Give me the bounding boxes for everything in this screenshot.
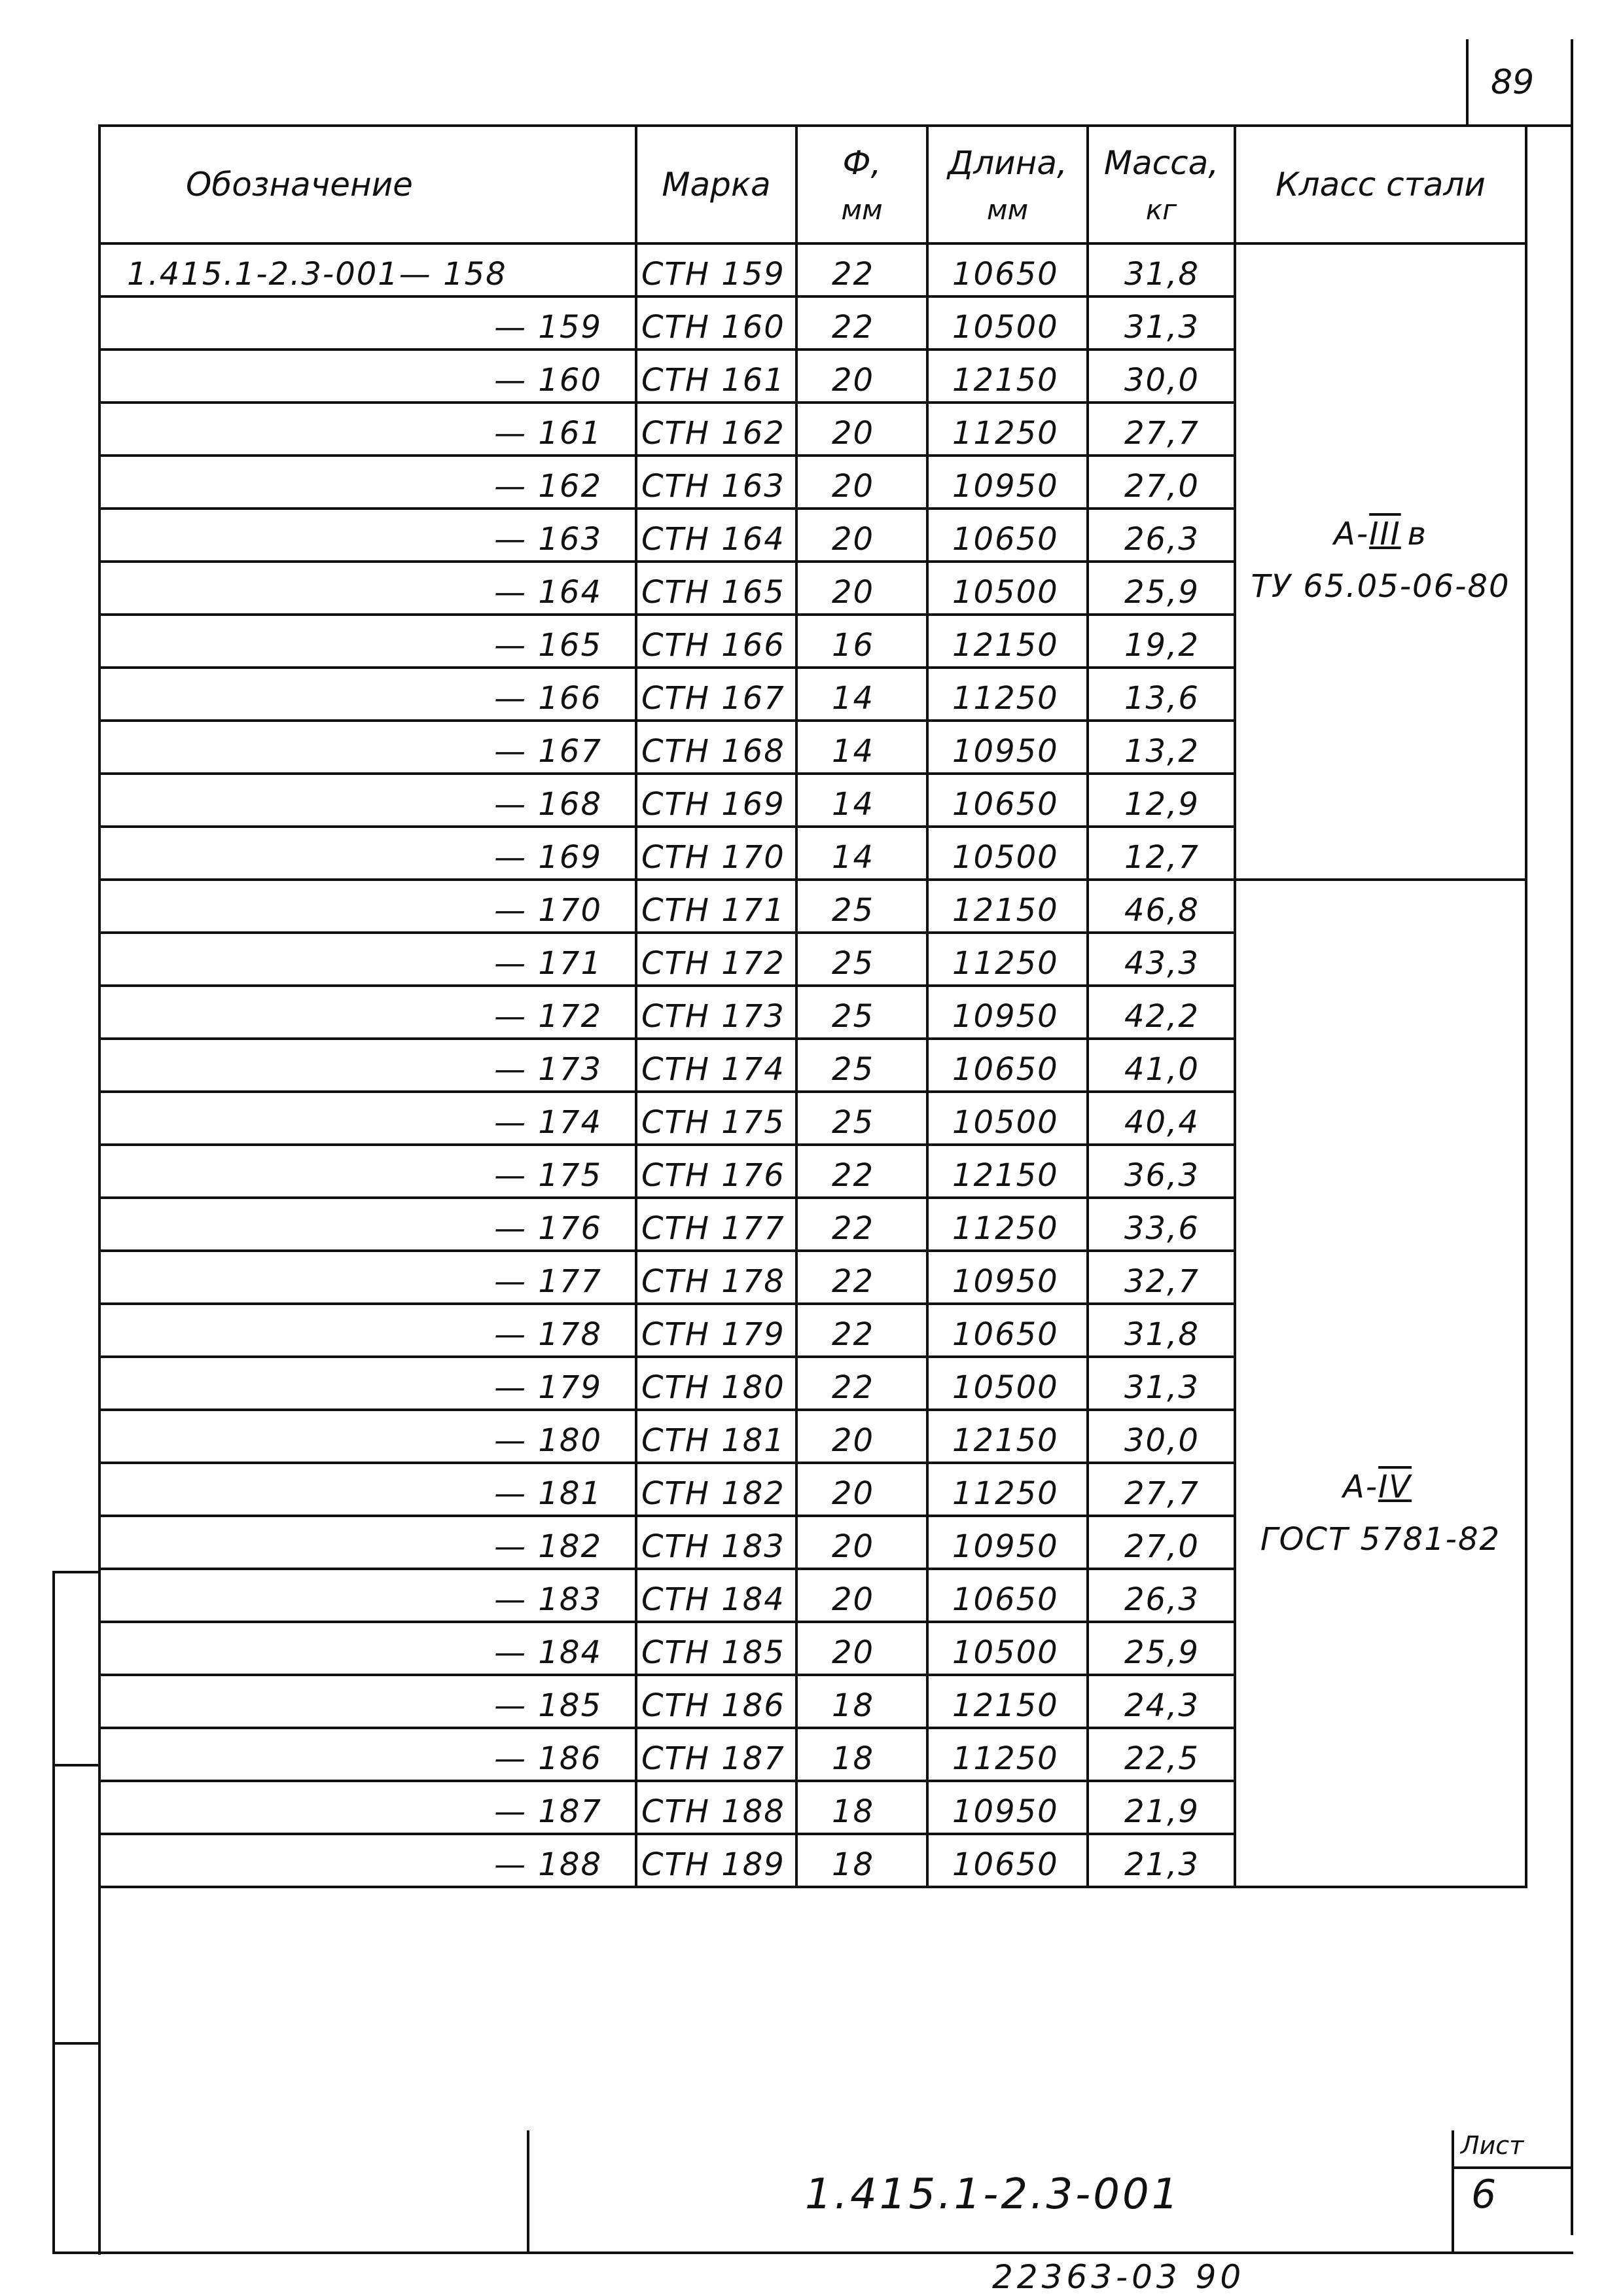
header-phi <box>796 126 927 243</box>
binding-strip-div-1 <box>52 1571 101 1573</box>
cell-steel-class <box>1235 243 1526 880</box>
table-row <box>99 880 1526 933</box>
sheet-number: 6 <box>1471 2172 1497 2217</box>
cell-massa: 22,5 <box>1088 1728 1235 1781</box>
cell-marka: СТН 181 <box>636 1410 796 1463</box>
cell-massa: 33,6 <box>1088 1198 1235 1251</box>
cell-massa: 30,0 <box>1088 1410 1235 1463</box>
cell-marka: СТН 185 <box>636 1622 796 1675</box>
cell-marka: СТН 176 <box>636 1145 796 1198</box>
cell-phi: 20 <box>796 509 927 562</box>
specification-table <box>98 124 1527 1888</box>
cell-dlina: 10500 <box>927 1092 1088 1145</box>
header-marka-label: Марка <box>662 166 771 204</box>
cell-oboznachenie: — 161 <box>99 403 636 456</box>
cell-marka: СТН 162 <box>636 403 796 456</box>
cell-dlina: 10650 <box>927 1304 1088 1357</box>
cell-marka: СТН 160 <box>636 296 796 350</box>
cell-massa: 30,0 <box>1088 350 1235 403</box>
cell-massa: 31,3 <box>1088 1357 1235 1410</box>
cell-dlina: 10650 <box>927 243 1088 296</box>
title-sheet-cell-left <box>1452 2130 1454 2254</box>
cell-phi: 25 <box>796 933 927 986</box>
cell-oboznachenie: — 187 <box>99 1781 636 1834</box>
cell-massa: 46,8 <box>1088 880 1235 933</box>
cell-massa: 26,3 <box>1088 1569 1235 1622</box>
cell-marka: СТН 170 <box>636 827 796 880</box>
cell-oboznachenie: — 174 <box>99 1092 636 1145</box>
cell-dlina: 12150 <box>927 1410 1088 1463</box>
cell-dlina: 10650 <box>927 1569 1088 1622</box>
frame-bottom-line <box>98 2251 1573 2254</box>
cell-dlina: 10650 <box>927 774 1088 827</box>
cell-oboznachenie: — 180 <box>99 1410 636 1463</box>
cell-oboznachenie: — 171 <box>99 933 636 986</box>
cell-dlina: 10950 <box>927 721 1088 774</box>
cell-massa: 21,3 <box>1088 1834 1235 1887</box>
header-marka <box>636 126 796 243</box>
cell-phi: 14 <box>796 721 927 774</box>
cell-phi: 22 <box>796 1145 927 1198</box>
cell-dlina: 12150 <box>927 1675 1088 1728</box>
cell-massa: 25,9 <box>1088 1622 1235 1675</box>
cell-phi: 25 <box>796 1092 927 1145</box>
title-sheet-cell-mid <box>1452 2166 1572 2169</box>
cell-dlina: 11250 <box>927 1728 1088 1781</box>
cell-massa: 19,2 <box>1088 615 1235 668</box>
cell-dlina: 12150 <box>927 880 1088 933</box>
cell-phi: 20 <box>796 456 927 509</box>
cell-dlina: 10650 <box>927 1039 1088 1092</box>
cell-dlina: 11250 <box>927 668 1088 721</box>
cell-dlina: 10500 <box>927 827 1088 880</box>
cell-oboznachenie: — 185 <box>99 1675 636 1728</box>
cell-oboznachenie: — 188 <box>99 1834 636 1887</box>
cell-oboznachenie: — 181 <box>99 1463 636 1516</box>
frame-right-line <box>1571 39 1573 2235</box>
cell-oboznachenie: — 165 <box>99 615 636 668</box>
cell-phi: 22 <box>796 243 927 296</box>
cell-massa: 31,8 <box>1088 1304 1235 1357</box>
cell-oboznachenie: — 170 <box>99 880 636 933</box>
cell-marka: СТН 187 <box>636 1728 796 1781</box>
cell-marka: СТН 178 <box>636 1251 796 1304</box>
steel-grade-suffix: в <box>1407 516 1427 552</box>
cell-massa: 27,7 <box>1088 403 1235 456</box>
archive-number: 22363-03 90 <box>992 2258 1245 2296</box>
cell-phi: 14 <box>796 827 927 880</box>
cell-dlina: 10500 <box>927 296 1088 350</box>
table-row <box>99 243 1526 296</box>
steel-grade <box>1236 508 1525 560</box>
cell-massa: 12,7 <box>1088 827 1235 880</box>
cell-oboznachenie: 1.415.1-2.3-001— 158 <box>99 243 636 296</box>
cell-phi: 22 <box>796 296 927 350</box>
cell-phi: 22 <box>796 1251 927 1304</box>
header-klass-stali <box>1235 126 1526 243</box>
cell-marka: СТН 182 <box>636 1463 796 1516</box>
steel-grade-prefix: А- <box>1334 516 1370 552</box>
cell-massa: 26,3 <box>1088 509 1235 562</box>
cell-marka: СТН 169 <box>636 774 796 827</box>
cell-marka: СТН 174 <box>636 1039 796 1092</box>
cell-massa: 21,9 <box>1088 1781 1235 1834</box>
cell-oboznachenie: — 186 <box>99 1728 636 1781</box>
cell-phi: 18 <box>796 1834 927 1887</box>
table-header-row <box>99 126 1526 243</box>
cell-oboznachenie: — 167 <box>99 721 636 774</box>
cell-phi: 22 <box>796 1357 927 1410</box>
cell-dlina: 10500 <box>927 1357 1088 1410</box>
cell-oboznachenie: — 166 <box>99 668 636 721</box>
cell-dlina: 12150 <box>927 350 1088 403</box>
steel-standard: ТУ 65.05-06-80 <box>1251 568 1510 605</box>
cell-dlina: 11250 <box>927 933 1088 986</box>
cell-oboznachenie: — 159 <box>99 296 636 350</box>
cell-marka: СТН 188 <box>636 1781 796 1834</box>
cell-oboznachenie: — 173 <box>99 1039 636 1092</box>
cell-marka: СТН 177 <box>636 1198 796 1251</box>
cell-oboznachenie: — 175 <box>99 1145 636 1198</box>
cell-massa: 27,0 <box>1088 1516 1235 1569</box>
cell-oboznachenie: — 179 <box>99 1357 636 1410</box>
steel-grade-prefix: А- <box>1342 1468 1379 1505</box>
cell-phi: 18 <box>796 1728 927 1781</box>
cell-phi: 16 <box>796 615 927 668</box>
steel-standard: ГОСТ 5781-82 <box>1260 1520 1501 1558</box>
cell-oboznachenie: — 178 <box>99 1304 636 1357</box>
cell-oboznachenie: — 182 <box>99 1516 636 1569</box>
header-dlina <box>927 126 1088 243</box>
cell-marka: СТН 186 <box>636 1675 796 1728</box>
cell-phi: 20 <box>796 562 927 615</box>
cell-massa: 36,3 <box>1088 1145 1235 1198</box>
cell-marka: СТН 175 <box>636 1092 796 1145</box>
cell-dlina: 10650 <box>927 1834 1088 1887</box>
cell-dlina: 10950 <box>927 1781 1088 1834</box>
cell-massa: 27,7 <box>1088 1463 1235 1516</box>
frame-top-right-notch <box>1466 39 1469 124</box>
sheet-label: Лист <box>1461 2131 1524 2160</box>
cell-massa: 12,9 <box>1088 774 1235 827</box>
cell-marka: СТН 167 <box>636 668 796 721</box>
cell-oboznachenie: — 162 <box>99 456 636 509</box>
cell-oboznachenie: — 172 <box>99 986 636 1039</box>
cell-marka: СТН 166 <box>636 615 796 668</box>
cell-marka: СТН 164 <box>636 509 796 562</box>
specification-body <box>99 243 1526 1887</box>
cell-dlina: 11250 <box>927 1198 1088 1251</box>
cell-dlina: 11250 <box>927 1463 1088 1516</box>
cell-steel-class <box>1235 880 1526 1887</box>
cell-massa: 32,7 <box>1088 1251 1235 1304</box>
page-number: 89 <box>1491 63 1535 102</box>
header-klass-stali-label: Класс стали <box>1275 166 1486 204</box>
steel-grade-roman: III <box>1369 516 1401 552</box>
cell-massa: 31,8 <box>1088 243 1235 296</box>
cell-phi: 20 <box>796 1463 927 1516</box>
cell-dlina: 10650 <box>927 509 1088 562</box>
header-phi-unit: мм <box>841 193 883 226</box>
cell-massa: 43,3 <box>1088 933 1235 986</box>
cell-oboznachenie: — 184 <box>99 1622 636 1675</box>
cell-massa: 27,0 <box>1088 456 1235 509</box>
header-phi-label: Ф, <box>842 143 882 182</box>
cell-massa: 31,3 <box>1088 296 1235 350</box>
cell-dlina: 12150 <box>927 1145 1088 1198</box>
cell-phi: 25 <box>796 1039 927 1092</box>
cell-phi: 18 <box>796 1675 927 1728</box>
cell-dlina: 12150 <box>927 615 1088 668</box>
cell-marka: СТН 161 <box>636 350 796 403</box>
steel-grade <box>1236 1461 1525 1513</box>
cell-phi: 25 <box>796 986 927 1039</box>
cell-marka: СТН 171 <box>636 880 796 933</box>
cell-massa: 13,6 <box>1088 668 1235 721</box>
title-block-divider <box>527 2130 529 2254</box>
cell-oboznachenie: — 164 <box>99 562 636 615</box>
binding-strip-div-3 <box>52 2042 101 2045</box>
cell-massa: 24,3 <box>1088 1675 1235 1728</box>
cell-marka: СТН 165 <box>636 562 796 615</box>
cell-marka: СТН 173 <box>636 986 796 1039</box>
cell-marka: СТН 168 <box>636 721 796 774</box>
steel-grade-roman: IV <box>1378 1468 1412 1505</box>
cell-massa: 41,0 <box>1088 1039 1235 1092</box>
binding-strip-line <box>52 1571 55 2251</box>
cell-phi: 20 <box>796 350 927 403</box>
cell-dlina: 10500 <box>927 1622 1088 1675</box>
cell-marka: СТН 189 <box>636 1834 796 1887</box>
cell-oboznachenie: — 177 <box>99 1251 636 1304</box>
cell-oboznachenie: — 183 <box>99 1569 636 1622</box>
cell-phi: 18 <box>796 1781 927 1834</box>
cell-phi: 20 <box>796 1622 927 1675</box>
cell-phi: 14 <box>796 774 927 827</box>
cell-phi: 20 <box>796 1410 927 1463</box>
header-dlina-unit: мм <box>986 193 1029 226</box>
cell-oboznachenie: — 176 <box>99 1198 636 1251</box>
cell-oboznachenie: — 168 <box>99 774 636 827</box>
cell-marka: СТН 172 <box>636 933 796 986</box>
cell-massa: 40,4 <box>1088 1092 1235 1145</box>
cell-marka: СТН 179 <box>636 1304 796 1357</box>
header-oboznachenie-label: Обозначение <box>186 166 413 204</box>
cell-oboznachenie: — 169 <box>99 827 636 880</box>
cell-phi: 20 <box>796 1516 927 1569</box>
cell-phi: 25 <box>796 880 927 933</box>
header-massa-unit: кг <box>1145 193 1177 226</box>
cell-phi: 20 <box>796 1569 927 1622</box>
cell-marka: СТН 159 <box>636 243 796 296</box>
cell-marka: СТН 184 <box>636 1569 796 1622</box>
binding-strip-div-2 <box>52 1764 101 1767</box>
cell-dlina: 10950 <box>927 456 1088 509</box>
cell-massa: 42,2 <box>1088 986 1235 1039</box>
cell-marka: СТН 180 <box>636 1357 796 1410</box>
header-oboznachenie <box>99 126 636 243</box>
cell-marka: СТН 163 <box>636 456 796 509</box>
cell-dlina: 11250 <box>927 403 1088 456</box>
header-massa-label: Масса, <box>1103 143 1219 182</box>
cell-dlina: 10950 <box>927 986 1088 1039</box>
cell-marka: СТН 183 <box>636 1516 796 1569</box>
cell-phi: 20 <box>796 403 927 456</box>
cell-massa: 13,2 <box>1088 721 1235 774</box>
binding-strip-bottom <box>52 2251 101 2254</box>
cell-phi: 22 <box>796 1304 927 1357</box>
document-code: 1.415.1-2.3-001 <box>805 2170 1181 2219</box>
header-massa <box>1088 126 1235 243</box>
cell-oboznachenie: — 163 <box>99 509 636 562</box>
cell-phi: 22 <box>796 1198 927 1251</box>
cell-massa: 25,9 <box>1088 562 1235 615</box>
cell-oboznachenie: — 160 <box>99 350 636 403</box>
cell-dlina: 10950 <box>927 1516 1088 1569</box>
cell-dlina: 10950 <box>927 1251 1088 1304</box>
header-dlina-label: Длина, <box>948 143 1067 182</box>
cell-dlina: 10500 <box>927 562 1088 615</box>
cell-phi: 14 <box>796 668 927 721</box>
